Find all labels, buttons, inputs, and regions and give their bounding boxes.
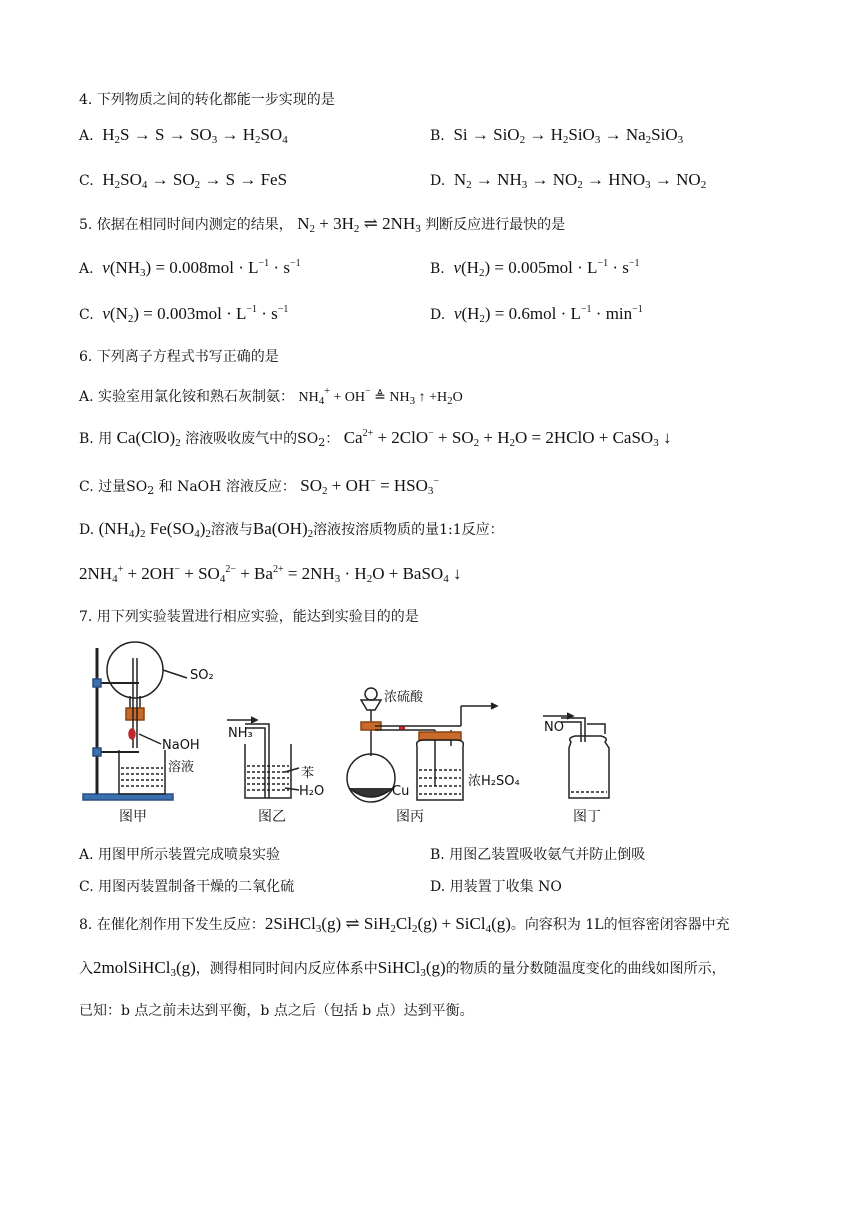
q4-option-c[interactable]: C. $H_2SO_4 \to SO_2 \to S$ → FeS bbox=[79, 170, 288, 191]
q5-option-b-formula: $v(H_2) = 0.005mol \cdot L^{-1} \cdot s^{-1}$ bbox=[453, 258, 640, 279]
q4-option-b[interactable]: B. $Si \to SiO_2 \to H_2SiO_3 \to Na_2SiO_3$ bbox=[430, 125, 684, 146]
q8-line1: 8. 在催化剂作用下发生反应：2SiHCl$_3$(g) ⇌ $SiH_2Cl_2(g)$ + SiCl$_4$(g)。向容积为 1L的恒容密闭容器中充 bbox=[79, 914, 730, 935]
q8-reaction: 2SiHCl$_3$(g) ⇌ $SiH_2Cl_2(g)$ + SiCl$_4$(g) bbox=[264, 914, 511, 935]
q5-option-a-formula: $v(NH_3) = 0.008mol \cdot L^{-1} \cdot s^{-1}$ bbox=[102, 258, 301, 279]
label-nongh2so4: 浓H₂SO₄ bbox=[468, 774, 520, 789]
q4-option-b-formula: $Si \to SiO_2 \to H_2SiO_3 \to Na_2SiO_3$ bbox=[449, 125, 684, 146]
label-no: NO bbox=[544, 720, 564, 735]
fig-jia-apparatus bbox=[83, 642, 187, 800]
label-nh3: NH₃ bbox=[228, 726, 253, 741]
label-nongliusuan: 浓硫酸 bbox=[384, 690, 424, 705]
q6-stem: 6. 下列离子方程式书写正确的是 bbox=[79, 349, 279, 365]
q8-amount: 2molSiHCl$_3$(g) bbox=[93, 958, 196, 979]
q7-option-c[interactable]: C. 用图丙装置制备干燥的二氧化硫 bbox=[79, 879, 295, 895]
label-rongye: 溶液 bbox=[168, 760, 195, 775]
q5-stem: 5. 依据在相同时间内测定的结果， $N_2 + 3H_2$ ⇌ $2NH_3$ 判断反应进行最快的是 bbox=[79, 214, 566, 235]
q6-option-d-reagent1: $(NH_4)_2$ $Fe(SO_4)_2$ bbox=[98, 519, 211, 540]
q8-line2: 入2molSiHCl$_3$(g)，测得相同时间内反应体系中SiHCl$_3$(g)的物质的量分数随温度变化的曲线如图所示， bbox=[79, 958, 726, 979]
label-ben: 苯 bbox=[301, 766, 315, 781]
q5-option-a[interactable]: A. $v(NH_3) = 0.008mol \cdot L^{-1} \cdot s^{-1}$ bbox=[79, 258, 301, 279]
q7-option-a[interactable]: A. 用图甲所示装置完成喷泉实验 bbox=[79, 847, 281, 863]
q4-option-c-formula: $H_2SO_4 \to SO_2 \to S$ → FeS bbox=[98, 170, 288, 191]
q5-reaction: $N_2 + 3H_2$ ⇌ $2NH_3$ bbox=[297, 214, 421, 235]
q4-option-d[interactable]: D. $N_2 \to NH_3 \to NO_2 \to HNO_3 \to NO_2$ bbox=[430, 170, 707, 191]
caption-fig-ding: 图丁 bbox=[573, 809, 601, 825]
q5-option-c[interactable]: C. $v(N_2) = 0.003mol \cdot L^{-1} \cdot s^{-1}$ bbox=[79, 304, 289, 325]
caption-fig-yi: 图乙 bbox=[258, 809, 286, 825]
q4-option-a-formula: $H_2S \to S \to SO_3 \to H_2SO_4$ bbox=[98, 125, 288, 146]
q6-option-d-equation: $2NH_4^+ + 2OH^- + SO_4^{2-} + Ba^{2+} = 2NH_3 \cdot H_2O$ + BaSO$_4$ ↓ bbox=[79, 564, 462, 585]
q6-option-d[interactable]: D. $(NH_4)_2$ $Fe(SO_4)_2$溶液与$Ba(OH)_2$溶液按溶质物质的量1:1反应： bbox=[79, 519, 504, 540]
q8-species: SiHCl$_3$(g) bbox=[377, 958, 446, 979]
q4-option-a[interactable]: A. $H_2S \to S \to SO_3 \to H_2SO_4$ bbox=[79, 125, 288, 146]
q6-option-c-formula: $SO_2 + OH^- = HSO_3^-$ bbox=[300, 476, 440, 497]
q6-option-b-reagent: $Ca(ClO)_2$ bbox=[116, 428, 181, 449]
q5-option-c-formula: $v(N_2) = 0.003mol \cdot L^{-1} \cdot s^{-1}$ bbox=[102, 304, 289, 325]
q6-option-d-reagent2: $Ba(OH)_2$ bbox=[252, 519, 314, 540]
label-so2: SO₂ bbox=[190, 668, 214, 683]
q7-option-b[interactable]: B. 用图乙装置吸收氨气并防止倒吸 bbox=[430, 847, 646, 863]
caption-fig-bing: 图丙 bbox=[396, 809, 424, 825]
q6-option-b[interactable]: B. 用 $Ca(ClO)_2$ 溶液吸收废气中的$SO_2$： $Ca^{2+} + 2ClO^- + SO_2 + H_2O$ = 2HClO + CaSO$_3$ ↓ bbox=[79, 428, 672, 449]
label-cu: Cu bbox=[392, 784, 410, 799]
q5-option-d[interactable]: D. $v(H_2) = 0.6mol \cdot L^{-1} \cdot \min^{-1}$ bbox=[430, 304, 643, 325]
q5-option-d-formula: $v(H_2) = 0.6mol \cdot L^{-1} \cdot \min^{-1}$ bbox=[453, 304, 643, 325]
q6-option-b-formula: $Ca^{2+} + 2ClO^- + SO_2 + H_2O$ = 2HClO + CaSO$_3$ ↓ bbox=[343, 428, 672, 449]
q7-stem: 7. 用下列实验装置进行相应实验，能达到实验目的的是 bbox=[79, 609, 419, 625]
q4-option-d-formula: $N_2 \to NH_3 \to NO_2 \to HNO_3 \to NO_2$ bbox=[449, 170, 707, 191]
q4-stem: 4. 下列物质之间的转化都能一步实现的是 bbox=[79, 92, 335, 108]
q6-option-a[interactable]: A. 实验室用氯化铵和熟石灰制氨： $NH_4^+ + OH^-$ ≜ $NH_3$ ↑ $+H_2O$ bbox=[79, 386, 463, 407]
q8-line3: 已知：b 点之前未达到平衡，b 点之后（包括 b 点）达到平衡。 bbox=[79, 1003, 474, 1019]
caption-fig-jia: 图甲 bbox=[119, 809, 147, 825]
label-naoh: NaOH bbox=[162, 738, 200, 753]
q7-option-d[interactable]: D. 用装置丁收集 NO bbox=[430, 879, 562, 895]
q5-option-b[interactable]: B. $v(H_2) = 0.005mol \cdot L^{-1} \cdot s^{-1}$ bbox=[430, 258, 640, 279]
label-h2o: H₂O bbox=[299, 784, 325, 799]
q6-option-c[interactable]: C. 过量$SO_2$ 和 NaOH 溶液反应： $SO_2 + OH^- = HSO_3^-$ bbox=[79, 476, 440, 497]
q6-option-a-formula: $NH_4^+ + OH^-$ ≜ $NH_3$ ↑ $+H_2O$ bbox=[298, 386, 463, 407]
